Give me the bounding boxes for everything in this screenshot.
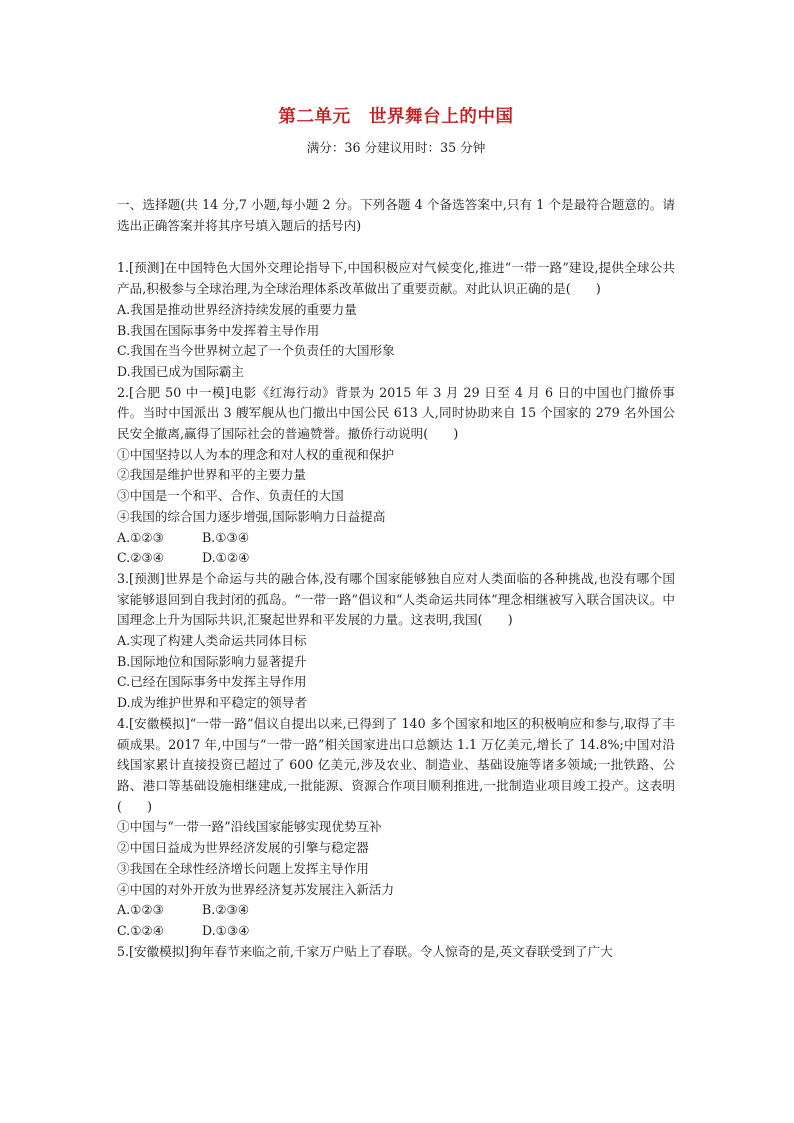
question-4: [117, 714, 675, 942]
option-row: [117, 921, 675, 942]
option-a: A.实现了构建人类命运共同体目标: [117, 633, 307, 649]
option-row: [117, 900, 675, 921]
option-d: D.①②④: [202, 550, 250, 566]
question-2: [117, 383, 675, 569]
question-stem: 5.[安徽模拟]狗年春节来临之前,千家万户贴上了春联。令人惊奇的是,英文春联受到了广大: [117, 943, 613, 959]
option-row: [117, 528, 675, 549]
question-3: [117, 569, 675, 714]
statement-2: ②中国日益成为世界经济发展的引擎与稳定器: [117, 840, 369, 856]
statement-3: ③中国是一个和平、合作、负责任的大国: [117, 488, 344, 504]
page-title: 第二单元 世界舞台上的中国: [278, 107, 514, 127]
section-instructions: 一、选择题(共 14 分,7 小题,每小题 2 分。下列各题 4 个备选答案中,只有 1 个是最符合题意的。请选出正确答案并将其序号填入题后的括号内): [117, 197, 675, 233]
statement-2: ②我国是维护世界和平的主要力量: [117, 467, 306, 483]
option-row: [117, 548, 675, 569]
statement-4: ④我国的综合国力逐步增强,国际影响力日益提高: [117, 508, 386, 524]
option-c: C.①②④: [117, 922, 165, 938]
question-5: [117, 942, 675, 963]
option-b: B.②③④: [202, 902, 250, 918]
question-stem: 3.[预测]世界是个命运与共的融合体,没有哪个国家能够独自应对人类面临的各种挑战,也没有哪个国家能够退回到自我封闭的孤岛。“一带一路”倡议和“人类命运共同体”理念相继被写入联合国决议。中国理念上升为国际共识,汇聚起世界和平发展的力量。这表明,我国( ): [117, 570, 675, 628]
statement-4: ④中国的对外开放为世界经济复苏发展注入新活力: [117, 881, 395, 897]
option-a: A.我国是推动世界经济持续发展的重要力量: [117, 301, 357, 317]
question-list: [117, 258, 675, 962]
statement-1: ①中国坚持以人为本的理念和对人权的重视和保护: [117, 446, 395, 462]
question-stem: 2.[合肥 50 中一模]电影《红海行动》背景为 2015 年 3 月 29 日至 4 月 6 日的中国也门撤侨事件。当时中国派出 3 艘军舰从也门撤出中国公民 613 人,同时协助来自 15 个国家的 279 名外国公民安全撤离,赢得了国际社会的普遍赞誉。撤侨行动说明( ): [117, 384, 675, 442]
option-d: D.①③④: [202, 922, 250, 938]
statement-1: ①中国与“一带一路”沿线国家能够实现优势互补: [117, 819, 382, 835]
option-d: D.成为维护世界和平稳定的领导者: [117, 695, 307, 711]
option-c: C.已经在国际事务中发挥主导作用: [117, 674, 307, 690]
option-a: A.①②③: [117, 529, 164, 545]
option-c: C.②③④: [117, 550, 165, 566]
document-content: [117, 104, 675, 962]
question-1: [117, 258, 675, 382]
question-stem: 1.[预测]在中国特色大国外交理论指导下,中国积极应对气候变化,推进“一带一路”建设,提供全球公共产品,积极参与全球治理,为全球治理体系改革做出了重要贡献。对此认识正确的是( ): [117, 260, 675, 297]
exam-info: 满分：36 分建议用时：35 分钟: [306, 140, 486, 155]
option-b: B.我国在国际事务中发挥着主导作用: [117, 322, 320, 338]
option-b: B.国际地位和国际影响力显著提升: [117, 653, 307, 669]
option-d: D.我国已成为国际霸主: [117, 363, 244, 379]
option-c: C.我国在当今世界树立起了一个负责任的大国形象: [117, 343, 395, 359]
option-a: A.①②③: [117, 902, 164, 918]
question-stem: 4.[安徽模拟]“一带一路”倡议自提出以来,已得到了 140 多个国家和地区的积极响应和参与,取得了丰硕成果。2017 年,中国与“一带一路”相关国家进出口总额达 1.1 万亿美元,增长了 14.8%;中国对沿线国家累计直接投资已超过了 600 亿美元,涉及农业、制造业、基础设施等诸多领域;一批铁路、公路、港口等基础设施相继建成,一批能源、资源合作项目顺利推进,一批制造业项目竣工投产。这表明( ): [117, 715, 675, 814]
option-b: B.①③④: [202, 529, 250, 545]
statement-3: ③我国在全球性经济增长问题上发挥主导作用: [117, 860, 369, 876]
